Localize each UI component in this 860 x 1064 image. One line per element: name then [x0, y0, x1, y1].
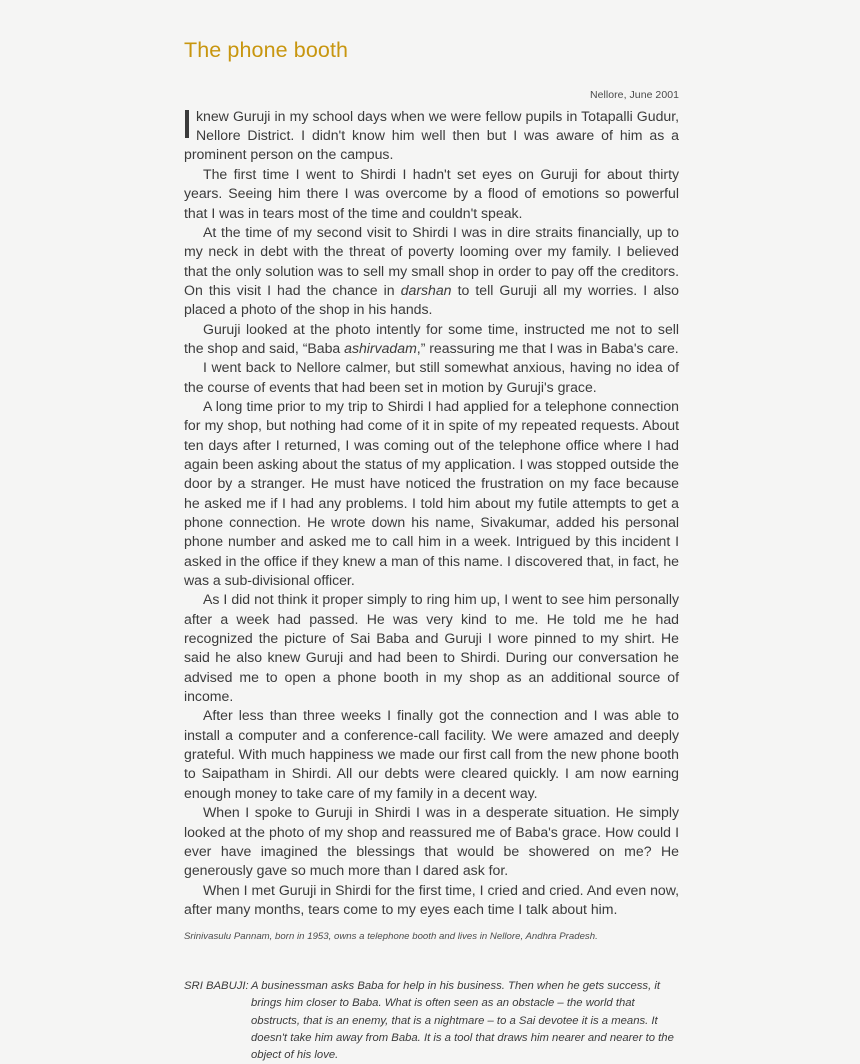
text-run: When I spoke to Guruji in Shirdi I was in a desperate situation. He simply looked at the photo of my shop and reassured me of Baba's grace. How could I ever have imagined the blessings that would be showered on me? He generously gave so much more than I dared ask for. — [184, 804, 679, 879]
body-paragraph — [184, 397, 679, 590]
body-paragraph — [184, 320, 679, 359]
author-attribution: Srinivasulu Pannam, born in 1953, owns a telephone booth and lives in Nellore, Andhra Pradesh. — [184, 931, 598, 943]
body-paragraph — [184, 706, 679, 803]
text-run: to tell Guruji all my worries. I also placed a photo of the shop in his hands. — [184, 281, 679, 318]
body-paragraph — [184, 223, 679, 320]
body-paragraph — [184, 803, 679, 880]
body-paragraph — [184, 358, 679, 397]
body-paragraph — [184, 881, 679, 920]
text-run: ,” reassuring me that I was in Baba's care. — [416, 339, 679, 356]
quote-body: A businessman asks Baba for help in his business. Then when he gets success, it brings him closer to Baba. What is often seen as an obstacle – the world that obstructs, that is an enemy, that is a nightmare – to a Sai devotee it is a means. It doesn't take him away from Baba. It is a tool that draws him nearer and nearer to the object of his love. — [251, 980, 674, 1062]
text-run: I went back to Nellore calmer, but still somewhat anxious, having no idea of the course of events that had been set in motion by Guruji's grace. — [184, 359, 679, 395]
text-run: After less than three weeks I finally got the connection and I was able to install a computer and a conference-call facility. We were amazed and deeply grateful. With much happiness we made our first call from the new phone booth to Saipatham in Shirdi. All our debts were cleared quickly. I am now earning enough money to take care of my family in a decent way. — [184, 707, 679, 801]
body-paragraph — [184, 165, 679, 223]
dateline: Nellore, June 2001 — [589, 88, 679, 101]
quote-speaker-label: SRI BABUJI: — [184, 980, 249, 993]
drop-cap — [184, 107, 196, 139]
emphasis-term: darshan — [400, 281, 452, 298]
text-run: At the time of my second visit to Shirdi I was in dire straits financially, up to my neck in debt with the threat of poverty looming over my family. I believed that the only solution was to sell my small shop in order to pay off the creditors. On this visit I had the chance in — [184, 223, 679, 298]
article-page — [184, 0, 679, 1064]
text-run: Guruji looked at the photo intently for some time, instructed me not to sell the shop and said, “Baba — [184, 320, 679, 356]
sri-babuji-quote — [184, 978, 679, 1064]
text-run: knew Guruji in my school days when we were fellow pupils in Totapalli Gudur, Nellore District. I didn't know him well then but I was aware of him as a prominent person on the campus. — [184, 107, 679, 163]
article-body — [184, 107, 679, 919]
text-run: The first time I went to Shirdi I hadn't set eyes on Guruji for about thirty years. Seeing him there I was overcome by a flood of emotions so powerful that I was in tears most of the time and couldn't speak. — [184, 165, 679, 221]
text-run: When I met Guruji in Shirdi for the first time, I cried and cried. And even now, after many months, tears come to my eyes each time I talk about him. — [184, 881, 679, 917]
body-paragraph — [184, 590, 679, 706]
text-run: A long time prior to my trip to Shirdi I had applied for a telephone connection for my shop, but nothing had come of it in spite of my repeated requests. About ten days after I returned, I was coming out of the telephone office where I had again been asking about the status of my application. I was stopped outside the door by a stranger. He must have noticed the frustration on my face because he asked me if I had any problems. I told him about my futile attempts to get a phone connection. He wrote down his name, Sivakumar, added his personal phone number and asked me to call him in a week. Intrigued by this incident I asked in the office if they knew a man of this name. I discovered that, in fact, he was a sub-divisional officer. — [184, 397, 679, 589]
body-paragraph — [184, 107, 679, 165]
page-title: The phone booth — [184, 38, 349, 62]
emphasis-term: ashirvadam — [344, 339, 417, 356]
text-run: As I did not think it proper simply to ring him up, I went to see him personally after a week had passed. He was very kind to me. He told me he had recognized the picture of Sai Baba and Guruji I wore pinned to my shirt. He said he also knew Guruji and had been to Shirdi. During our conversation he advised me to open a phone booth in my shop as an additional source of income. — [184, 591, 679, 705]
